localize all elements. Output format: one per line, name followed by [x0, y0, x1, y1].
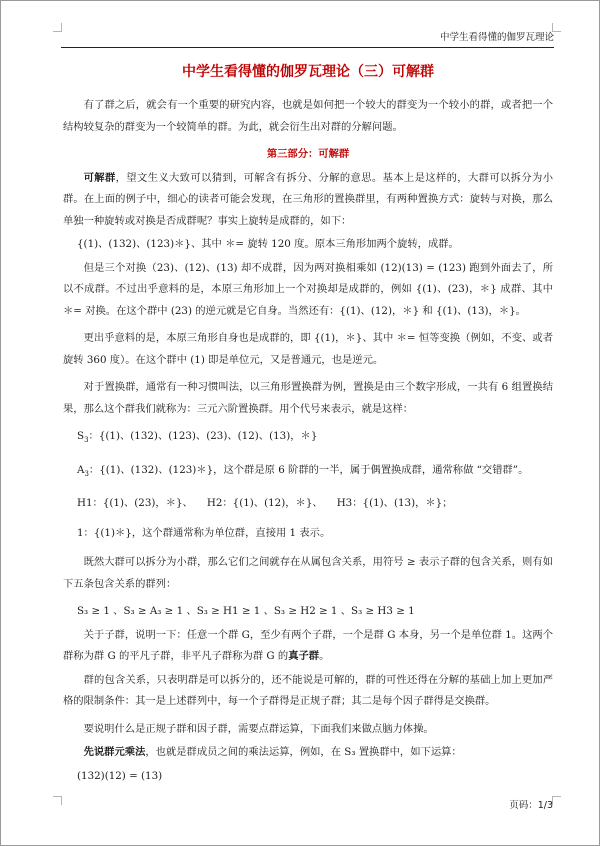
term-proper-subgroup: 真子群 [288, 650, 320, 663]
s3-symbol: S [77, 430, 85, 442]
document-body [63, 59, 553, 789]
h1-symbol: H1 [77, 497, 93, 510]
multiplication-formula: (132)(12) = (13) [77, 769, 163, 782]
paragraph-inclusion: 既然大群可以拆分为小群，那么它们之间就存在从属包含关系，用符号 ≥ 表示子群的包含关系，则有如下五条包含关系的群列： [63, 556, 553, 590]
h3-elements: ：{(1)、(13)，＊}； [352, 497, 453, 510]
paragraph-transposition: 但是三个对换（23)、(12)、(13) 却不成群，因为两对换相乘如 (12)(13) = (123) 跑到外面去了，所以不成群。不过出乎意料的是，本原三角形加上一个对换却是成群的，例如 {(1)、(23)，＊} 成群、其中 ＊= 对换。在这个群中 (23) 的逆元就是它自身。当然还有：{(1)、(12)，＊} 和 {(1)、(13)，＊}。 [63, 261, 553, 317]
paragraph-text: ，也就是群成员之间的乘法运算，例如，在 S₃ 置换群中，如下运算： [145, 746, 462, 759]
document-title: 中学生看得懂的伽罗瓦理论（三）可解群 [182, 64, 434, 80]
paragraph-identity-group: 更出乎意料的是，本原三角形自身也是成群的，即 {(1)，＊}、其中 ＊= 恒等变换（例如，不变、或者旋转 360 度）。在这个群中 (1) 即是单位元，又是普通元，也是逆元。 [63, 332, 553, 366]
term-solvable-group: 可解群 [83, 171, 116, 184]
term-group-multiplication: 先说群元乘法 [83, 746, 146, 759]
s3-elements: ：{(1)、(132)、(123)、(23)、(12)、(13)，＊} [88, 430, 318, 442]
h2-symbol: H2 [206, 497, 223, 510]
paragraph-end: 。 [319, 650, 330, 663]
paragraph-text: 关于子群，说明一下：任意一个群 G，至少有两个子群，一个是群 G 本身，另一个是单位群 1。这两个群称为群 G 的平凡子群，非平凡子群称为群 G 的 [63, 628, 553, 663]
page-header [61, 31, 554, 48]
crop-mark-bottom-right [552, 796, 561, 805]
h1-elements: ：{(1)、(23)，＊}、 [92, 497, 193, 510]
h-groups-definition [63, 493, 553, 515]
section-title: 第三部分：可解群 [266, 148, 350, 160]
s3-definition [63, 426, 553, 452]
a3-definition [63, 460, 553, 486]
a3-symbol: A [77, 463, 85, 476]
page-number: 页码：1/3 [509, 800, 553, 811]
paragraph-subgroup [63, 625, 553, 668]
paragraph-solvable-group [63, 168, 553, 233]
paragraph-text: ，望文生义大致可以猜到，可解含有拆分、分解的意思。基本上是这样的，大群可以拆分为小群。在上面的例子中，细心的读者可能会发现，在三角形的置换群里，有两种置换方式：旋转与对换，那么单独一种旋转或对换是否成群呢？事实上旋转是成群的，如下： [63, 171, 553, 227]
intro-paragraph: 有了群之后，就会有一个重要的研究内容，也就是如何把一个较大的群变为一个较小的群，或者把一个结构较复杂的群变为一个较简单的群。为此，就会衍生出对群的分解问题。 [63, 99, 553, 133]
unit-group-definition: 1：{(1)＊}，这个群通常称为单位群，直接用 1 表示。 [77, 526, 331, 539]
crop-mark-bottom-left [53, 796, 62, 805]
paragraph-group-multiplication [63, 742, 553, 764]
paragraph-solvability-conditions: 群的包含关系，只表明群是可以拆分的，还不能说是可解的，群的可性还得在分解的基础上加上更加严格的限制条件：其一是上述群列中，每一个子群得是正规子群；其二是每个因子群得是交换群。 [63, 673, 553, 708]
a3-subscript: 3 [84, 469, 89, 478]
paragraph-permutation-naming: 对于置换群，通常有一种习惯叫法，以三角形置换群为例，置换是由三个数字形成，一共有 6 组置换结果，那么这个群我们就称为：三元六阶置换群。用个代号来表示，就是这样： [63, 381, 553, 415]
rotation-group-formula: {(1)、(132)、(123)＊}、其中 ＊= 旋转 120 度。原本三角形加两个旋转，成群。 [77, 238, 459, 250]
s3-subscript: 3 [84, 436, 89, 445]
header-text: 中学生看得懂的伽罗瓦理论 [439, 32, 554, 43]
h2-elements: ：{(1)、(12)，＊}、 [222, 497, 323, 510]
subgroup-chain-formula: S₃ ≥ 1 、S₃ ≥ A₃ ≥ 1 、S₃ ≥ H1 ≥ 1 、S₃ ≥ H2 ≥ 1 、S₃ ≥ H3 ≥ 1 [77, 605, 415, 618]
h3-symbol: H3 [336, 497, 353, 510]
a3-elements: ：{(1)、(132)、(123)＊}，这个群是原 6 阶群的一半，属于偶置换成群，通常称做 “交错群”。 [88, 463, 529, 476]
paragraph-normal-subgroup: 要说明什么是正规子群和因子群，需要点群运算，下面我们来做点脑力体操。 [83, 722, 434, 735]
